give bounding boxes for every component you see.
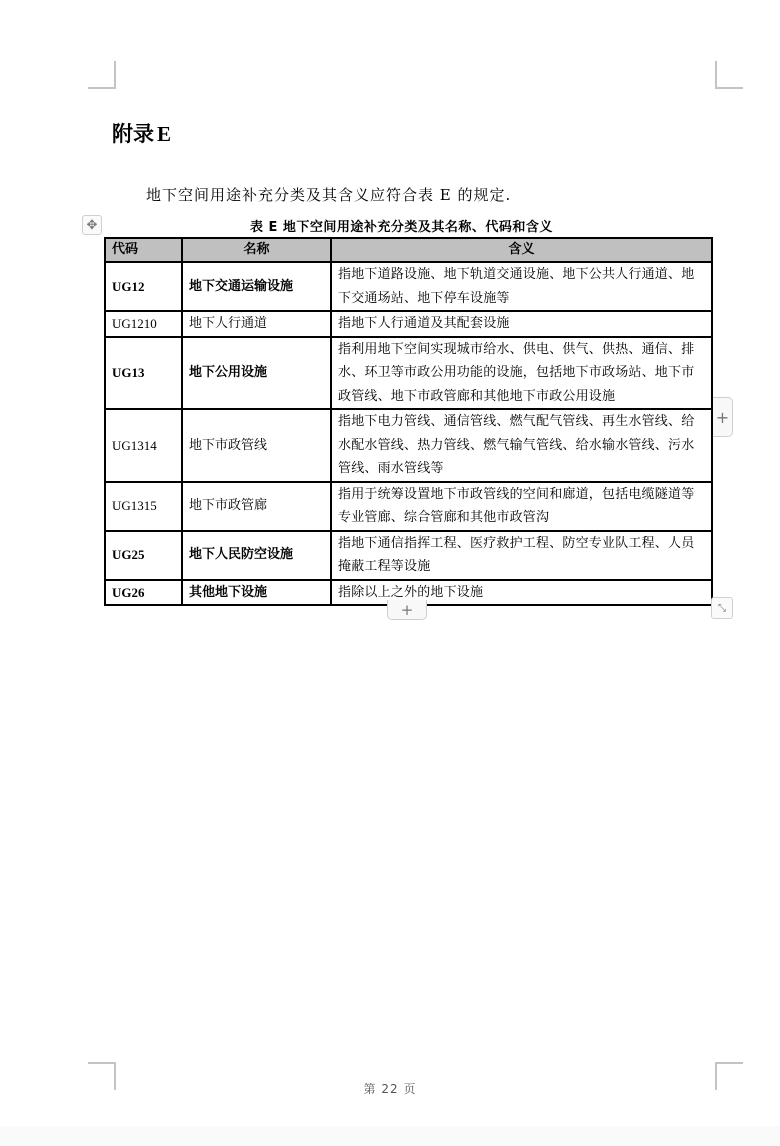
table-row (105, 311, 712, 337)
plus-icon: + (715, 407, 730, 427)
table-move-handle[interactable] (82, 215, 102, 235)
cell-name[interactable]: 地下公用设施 (182, 337, 331, 410)
page-number: 第 22 页 (363, 1082, 417, 1096)
cell-code[interactable]: UG13 (105, 337, 182, 410)
cell-name[interactable]: 地下交通运输设施 (182, 262, 331, 311)
page-gap (0, 1126, 780, 1146)
table-row (105, 337, 712, 410)
appendix-heading (112, 118, 171, 148)
resize-icon: ⤡ (718, 602, 726, 614)
header-code: 代码 (105, 238, 182, 262)
table-header-row (105, 238, 712, 262)
intro-paragraph: 地下空间用途补充分类及其含义应符合表 E 的规定. (146, 186, 512, 204)
table-row (105, 409, 712, 482)
cell-meaning[interactable]: 指除以上之外的地下设施 (331, 580, 712, 606)
appendix-heading-letter: E (157, 122, 172, 146)
move-icon: ✥ (86, 217, 98, 233)
cell-name[interactable]: 其他地下设施 (182, 580, 331, 606)
header-name: 名称 (182, 238, 331, 262)
cell-code[interactable]: UG1314 (105, 409, 182, 482)
cell-name[interactable]: 地下市政管线 (182, 409, 331, 482)
add-row-button[interactable] (387, 600, 427, 620)
table-row (105, 262, 712, 311)
cell-meaning[interactable]: 指地下道路设施、地下轨道交通设施、地下公共人行通道、地下交通场站、地下停车设施等 (331, 262, 712, 311)
table-caption: 表 E 地下空间用途补充分类及其名称、代码和含义 (250, 220, 553, 235)
cell-code[interactable]: UG26 (105, 580, 182, 606)
cell-name[interactable]: 地下市政管廊 (182, 482, 331, 531)
cell-meaning[interactable]: 指利用地下空间实现城市给水、供电、供气、供热、通信、排水、环卫等市政公用功能的设施，包括地下市政场站、地下市政管线、地下市政管廊和其他地下市政公用设施 (331, 337, 712, 410)
table-row (105, 482, 712, 531)
cell-meaning[interactable]: 指地下电力管线、通信管线、燃气配气管线、再生水管线、给水配水管线、热力管线、燃气输气管线、给水输水管线、污水管线、雨水管线等 (331, 409, 712, 482)
plus-icon: + (400, 600, 414, 619)
cell-name[interactable]: 地下人民防空设施 (182, 531, 331, 580)
cell-meaning[interactable]: 指地下人行通道及其配套设施 (331, 311, 712, 337)
add-column-button[interactable] (713, 397, 733, 437)
header-meaning: 含义 (331, 238, 712, 262)
table-resize-handle[interactable] (711, 597, 733, 619)
cell-meaning[interactable]: 指用于统筹设置地下市政管线的空间和廊道，包括电缆隧道等专业管廊、综合管廊和其他市政管沟 (331, 482, 712, 531)
classification-table (104, 237, 713, 606)
cell-meaning[interactable]: 指地下通信指挥工程、医疗救护工程、防空专业队工程、人员掩蔽工程等设施 (331, 531, 712, 580)
crop-mark-top-right (715, 61, 743, 89)
appendix-heading-cjk: 附录 (112, 122, 154, 146)
crop-mark-top-left (88, 61, 116, 89)
cell-code[interactable]: UG12 (105, 262, 182, 311)
cell-name[interactable]: 地下人行通道 (182, 311, 331, 337)
cell-code[interactable]: UG1315 (105, 482, 182, 531)
cell-code[interactable]: UG1210 (105, 311, 182, 337)
table-row (105, 531, 712, 580)
cell-code[interactable]: UG25 (105, 531, 182, 580)
